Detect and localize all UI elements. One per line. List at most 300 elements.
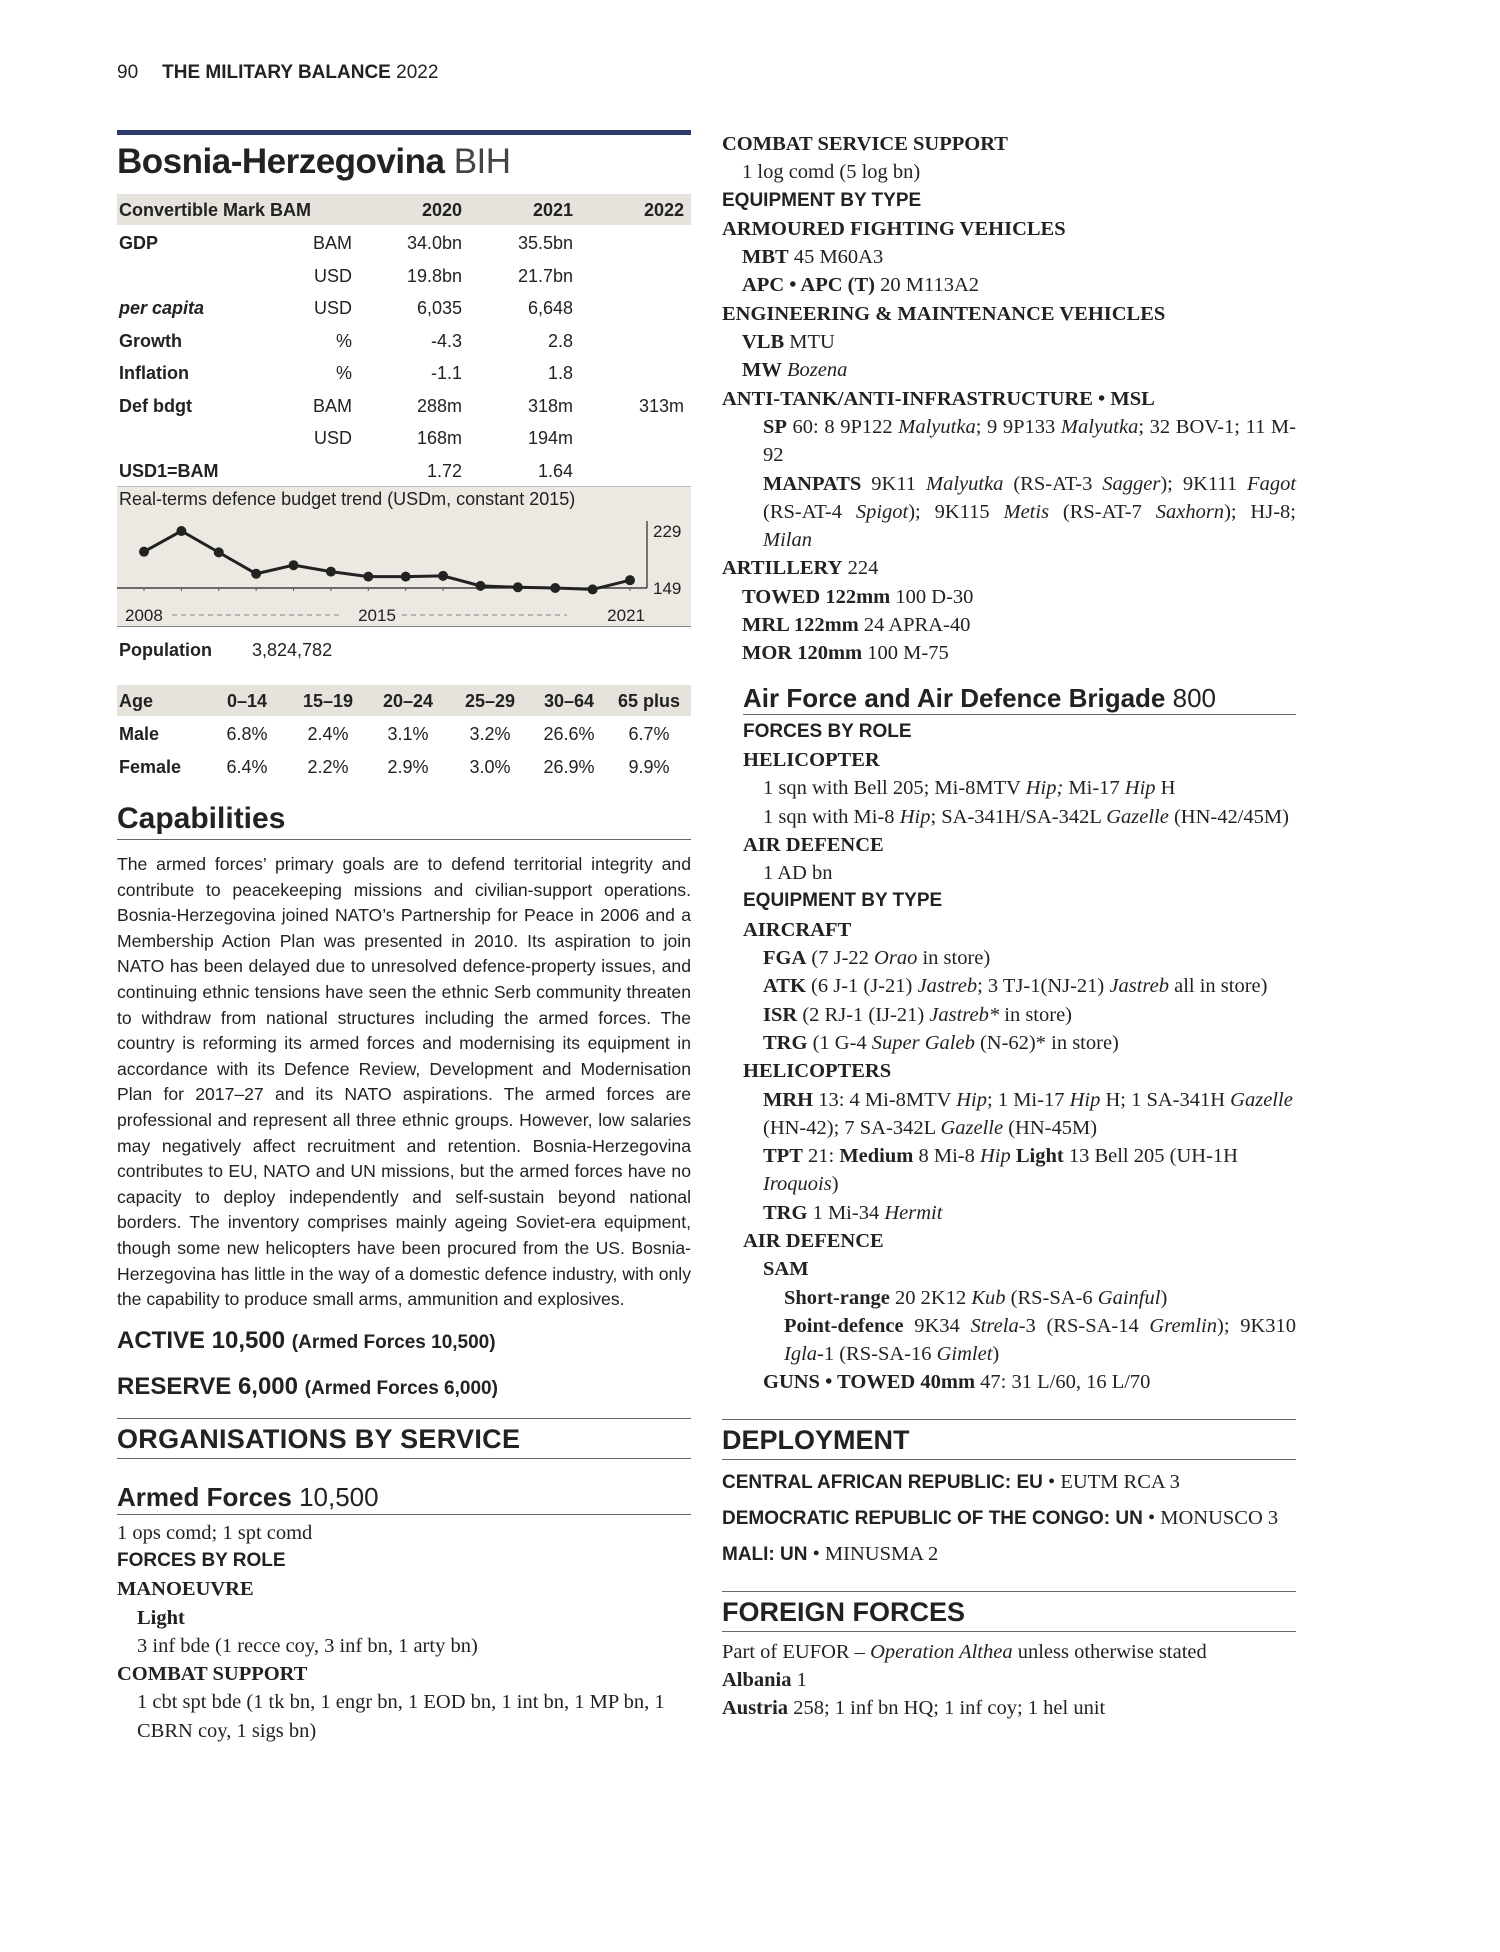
text-run: Gazelle	[940, 1116, 1004, 1139]
text-run: Gainful	[1097, 1286, 1161, 1309]
table-cell: 6.8%	[226, 724, 268, 744]
chart-title: Real-terms defence budget trend (USDm, constant 2015)	[119, 489, 576, 509]
list-item	[117, 1688, 691, 1745]
text-run: ANTI-TANK/ANTI-INFRASTRUCTURE • MSL	[722, 387, 1155, 410]
text-run: FGA	[763, 947, 807, 970]
text-run: (HN-42/45M)	[1168, 805, 1289, 828]
text-run: 1 log comd (5 log bn)	[742, 161, 921, 184]
header-cell: 20–24	[382, 691, 434, 711]
page-number: 90	[117, 62, 139, 83]
list-item	[722, 243, 1296, 271]
text-run: 224	[842, 557, 879, 580]
text-run: in store)	[999, 1003, 1072, 1026]
table-cell: 1.72	[426, 460, 462, 481]
capabilities-text: The armed forces’ primary goals are to defend territorial integrity and contribute to peacekeeping missions and civilian-support operations. Bosnia-Herzegovina joined NATO’s Partnership for Peace in 2006 and a Membership Action Plan was presented in 2010. Its aspiration to join NATO has been delayed due to unresolved defence-property issues, and continuing ethnic tensions have seen the ethnic Serb community threaten to withdraw from national structures including the armed forces. The country is reforming its armed forces and modernising its equipment in accordance with its Defence Review, Development and Modernisation Plan for 2017–27 and its NATO aspirations. The armed forces are professional and represent all three ethnic groups. However, low salaries may negatively affect recruitment and retention. Bosnia-Herzegovina contributes to EU, NATO and UN missions, but the armed forces have no capacity to deploy independently and self-sustain beyond national borders. The inventory comprises mainly ageing Soviet-era equipment, though some new helicopters have been procured from the US. Bosnia-Herzegovina has little in the way of a domestic defence industry, with only the capability to produce small arms, ammunition and explosives.	[117, 854, 691, 1310]
list-item	[722, 158, 1296, 186]
text-run: SAM	[763, 1258, 809, 1281]
header-cell: 25–29	[464, 691, 516, 711]
text-run: Hermit	[884, 1201, 943, 1224]
table-cell: Inflation	[119, 363, 189, 383]
deployment-heading: DEPLOYMENT	[722, 1419, 1296, 1460]
table-header	[117, 194, 691, 225]
list-item	[743, 1001, 1296, 1029]
y-tick-label: 149	[653, 579, 682, 598]
population-label: Population	[119, 640, 212, 660]
text-run: ATK	[763, 975, 806, 998]
text-run: 1 cbt spt bde (1 tk bn, 1 engr bn, 1 EOD bn, 1 int bn, 1 MP bn, 1 CBRN coy, 1 sigs bn)	[137, 1691, 665, 1742]
text-run: GUNS • TOWED 40mm	[763, 1371, 976, 1394]
list-item	[743, 774, 1296, 802]
reserve-personnel	[117, 1372, 691, 1404]
header-cell: Convertible Mark BAM	[119, 200, 312, 220]
table-cell: -1.1	[430, 363, 462, 383]
text-run: 13 Bell 205 (UH-1H	[1063, 1145, 1238, 1168]
text-run: Jastreb	[1109, 975, 1169, 998]
population	[117, 639, 691, 661]
list-item	[722, 130, 1296, 158]
active-personnel	[117, 1326, 691, 1358]
text-run: AIR DEFENCE	[743, 833, 884, 856]
text-run: H	[1155, 777, 1176, 800]
text-run: ENGINEERING & MAINTENANCE VEHICLES	[722, 302, 1166, 325]
deployment-entries	[722, 1468, 1296, 1577]
text-run: 47: 31 L/60, 16 L/70	[975, 1371, 1151, 1394]
text-run: Fagot	[1247, 472, 1297, 495]
armed-forces-entries	[117, 1519, 691, 1745]
header-cell: 2020	[421, 200, 462, 220]
country-name: Bosnia-Herzegovina	[117, 142, 445, 181]
list-item	[743, 1142, 1296, 1199]
list-item	[117, 1660, 691, 1688]
list-item	[722, 554, 1296, 582]
data-point	[401, 572, 411, 582]
text-run: Hip	[899, 805, 931, 828]
country-title	[117, 140, 691, 194]
air-force-heading	[743, 682, 1296, 715]
data-point	[363, 572, 373, 582]
header-cell: 2021	[532, 200, 573, 220]
text-run: Bozena	[786, 359, 848, 382]
list-item	[743, 1057, 1296, 1085]
list-item	[743, 1086, 1296, 1143]
text-run: COMBAT SUPPORT	[117, 1663, 308, 1686]
age-table	[117, 685, 691, 783]
text-run: TRG	[763, 1201, 808, 1224]
text-run: )	[1160, 1286, 1168, 1309]
list-item	[117, 1575, 691, 1603]
list-item	[743, 718, 1296, 746]
text-run: CENTRAL AFRICAN REPUBLIC: EU	[722, 1471, 1043, 1493]
table-cell: 6,648	[527, 298, 573, 318]
list-item	[722, 413, 1296, 470]
table-cell: 19.8bn	[406, 265, 462, 286]
text-run: Sagger	[1102, 472, 1161, 495]
table-cell: 3.1%	[387, 724, 429, 744]
list-item	[743, 1227, 1296, 1255]
table-cell: 9.9%	[628, 756, 670, 777]
list-item	[722, 1694, 1296, 1722]
text-run: 60: 8 9P122	[786, 415, 899, 438]
text-run: (1 G-4	[807, 1031, 872, 1054]
table-cell: Male	[119, 724, 160, 744]
table-cell: 2.9%	[387, 756, 429, 777]
text-run: Orao	[874, 947, 918, 970]
text-run: ; 32 BOV-1; 11 M-92	[763, 415, 1296, 467]
organisations-heading: ORGANISATIONS BY SERVICE	[117, 1418, 691, 1459]
text-run: Medium	[839, 1145, 914, 1168]
table-cell: 35.5bn	[517, 233, 573, 253]
data-point	[214, 547, 224, 557]
text-run: ; 1 Mi-17	[987, 1088, 1070, 1111]
text-run: EQUIPMENT BY TYPE	[743, 890, 943, 912]
list-item	[722, 1638, 1296, 1666]
table-cell: 313m	[638, 395, 684, 416]
text-run: MBT	[742, 246, 789, 269]
chart-plot	[117, 487, 691, 627]
text-run: unless otherwise stated	[1012, 1640, 1207, 1663]
list-item	[743, 944, 1296, 972]
list-item	[117, 1604, 691, 1632]
text-run: 1 AD bn	[763, 862, 833, 885]
text-run: COMBAT SERVICE SUPPORT	[722, 133, 1008, 155]
table-row	[117, 751, 691, 784]
data-point	[176, 526, 186, 536]
table-cell: 3.2%	[469, 724, 511, 744]
text-run: H; 1 SA-341H	[1100, 1088, 1231, 1111]
table-row	[117, 292, 691, 325]
text-run: ARMOURED FIGHTING VEHICLES	[722, 217, 1066, 240]
country-code: BIH	[453, 142, 511, 181]
text-run: 9K11	[861, 472, 926, 495]
list-item	[743, 1255, 1296, 1283]
text-run: 1 sqn with Mi-8	[763, 805, 900, 828]
table-cell: 6.7%	[628, 724, 670, 744]
list-item	[743, 1368, 1296, 1396]
text-run: (RS-AT-3	[1003, 472, 1103, 495]
list-item	[743, 746, 1296, 774]
text-run: APC • APC (T)	[742, 274, 876, 297]
text-run: ISR	[763, 1003, 798, 1026]
population-value: 3,824,782	[252, 640, 333, 660]
text-run: 1	[791, 1668, 807, 1691]
list-item	[743, 859, 1296, 887]
text-run: Strela	[970, 1314, 1019, 1337]
list-item	[743, 887, 1296, 915]
text-run: Malyutka	[926, 472, 1004, 495]
list-item	[722, 271, 1296, 299]
table-cell: 288m	[416, 395, 462, 416]
data-point	[139, 547, 149, 557]
table-cell: 21.7bn	[517, 265, 573, 286]
text-run: HELICOPTERS	[743, 1060, 892, 1083]
text-run: -1 (RS-SA-16	[817, 1343, 937, 1366]
table-cell: 34.0bn	[406, 233, 462, 253]
list-item	[743, 831, 1296, 859]
table-cell: 2.4%	[307, 724, 349, 744]
text-run: )	[992, 1343, 1000, 1366]
list-item	[722, 300, 1296, 328]
list-item	[743, 1199, 1296, 1227]
table-row	[117, 455, 691, 488]
header-cell: Age	[119, 691, 154, 711]
text-run: Hip	[956, 1088, 987, 1111]
table-row	[117, 357, 691, 390]
foreign-forces-heading: FOREIGN FORCES	[722, 1591, 1296, 1632]
text-run: (RS-AT-7	[1049, 500, 1156, 523]
data-point	[625, 575, 635, 585]
list-item	[743, 916, 1296, 944]
list-item	[722, 215, 1296, 243]
defence-budget-chart	[117, 487, 691, 627]
text-run: Malyutka	[898, 415, 976, 438]
text-run: 45 M60A3	[788, 246, 884, 269]
table-cell: 26.6%	[543, 724, 595, 744]
text-run: 13: 4 Mi-8MTV	[813, 1088, 957, 1111]
text-run: Malyutka	[1060, 415, 1139, 438]
service-name: Air Force and Air Defence Brigade	[743, 682, 1166, 713]
text-run: Point-defence	[784, 1314, 904, 1337]
text-run: 1 Mi-34	[807, 1201, 885, 1224]
table-cell: 1.64	[537, 460, 573, 481]
text-run: ); 9K115	[908, 500, 1004, 523]
text-run: DEMOCRATIC REPUBLIC OF THE CONGO: UN	[722, 1508, 1143, 1530]
armed-forces-entries-cont	[722, 130, 1296, 668]
data-point	[326, 567, 336, 577]
text-run: 24 APRA-40	[858, 614, 971, 637]
table-cell: %	[335, 330, 352, 351]
table-row	[117, 227, 691, 260]
list-item	[117, 1632, 691, 1660]
text-run: ); HJ-8;	[1224, 500, 1296, 523]
text-run: (RS-SA-6	[1005, 1286, 1098, 1309]
text-run: MRL 122mm	[742, 614, 859, 637]
foreign-forces-entries	[722, 1638, 1296, 1723]
text-run: Igla	[784, 1343, 818, 1366]
table-cell: USD	[313, 265, 352, 286]
text-run: SP	[763, 415, 787, 438]
text-run: 100 M-75	[862, 642, 949, 665]
header-cell: 65 plus	[617, 691, 681, 711]
list-item	[117, 1547, 691, 1575]
table-cell: 3.0%	[469, 756, 511, 777]
list-item	[722, 1666, 1296, 1694]
text-run: Light	[1015, 1145, 1064, 1168]
table-row	[117, 718, 691, 751]
text-run: -3 (RS-SA-14	[1018, 1314, 1150, 1337]
series-line	[144, 531, 630, 589]
header-cell: 0–14	[226, 691, 268, 711]
text-run: EQUIPMENT BY TYPE	[722, 189, 922, 211]
text-run: (7 J-22	[806, 947, 875, 970]
list-item	[722, 611, 1296, 639]
header-cell: 15–19	[302, 691, 354, 711]
text-run: MALI: UN	[722, 1544, 808, 1566]
text-run: • MONUSCO 3	[1142, 1507, 1279, 1530]
list-item	[722, 470, 1296, 555]
list-item	[722, 385, 1296, 413]
text-run: in store)	[917, 947, 991, 970]
table-cell: 6,035	[416, 298, 462, 318]
text-run: Super Galeb	[871, 1031, 975, 1054]
data-point	[550, 583, 560, 593]
text-run: Kub	[971, 1286, 1006, 1309]
text-run: VLB	[742, 331, 785, 354]
text-run: MRH	[763, 1088, 814, 1111]
x-tick-label: 2008	[125, 606, 163, 625]
table-cell: 194m	[527, 428, 573, 448]
table-row	[117, 260, 691, 293]
text-run: Mi-17	[1063, 777, 1125, 800]
text-run: Albania	[722, 1668, 792, 1691]
table-row	[117, 422, 691, 455]
text-run: Short-range	[784, 1286, 890, 1309]
text-run: Austria	[722, 1697, 789, 1720]
list-item	[722, 187, 1296, 215]
text-run: ); 9K111	[1160, 472, 1248, 495]
text-run: Metis	[1003, 500, 1050, 523]
list-item	[722, 356, 1296, 384]
text-run: 9K34	[903, 1314, 971, 1337]
table-cell: 26.9%	[543, 756, 595, 777]
table-header	[117, 685, 691, 716]
text-run: ; 3 TJ-1(NJ-21)	[977, 975, 1110, 998]
text-run: MANPATS	[763, 472, 862, 495]
text-run: Spigot	[855, 500, 909, 523]
table-cell: USD	[313, 298, 352, 318]
list-item	[743, 972, 1296, 1000]
table-cell: -4.3	[430, 330, 462, 351]
text-run: 20 2K12	[889, 1286, 972, 1309]
text-run: (6 J-1 (J-21)	[805, 975, 918, 998]
text-run: )	[831, 1173, 839, 1196]
armed-forces-heading	[117, 1481, 691, 1515]
text-run: Hip	[1069, 1088, 1101, 1111]
text-run: (N-62)* in store)	[974, 1031, 1119, 1054]
reserve-note: (Armed Forces 6,000)	[304, 1377, 498, 1399]
data-point	[251, 569, 261, 579]
text-run: AIR DEFENCE	[743, 1229, 884, 1252]
top-rule	[117, 130, 691, 135]
text-run: AIRCRAFT	[743, 918, 852, 941]
active-note: (Armed Forces 10,500)	[291, 1331, 496, 1353]
text-run: ARTILLERY	[722, 557, 843, 580]
y-tick-label: 229	[653, 522, 682, 541]
text-run: Jastreb*	[929, 1003, 1000, 1026]
text-run: 20 M113A2	[875, 274, 980, 297]
text-run: FORCES BY ROLE	[117, 1549, 286, 1571]
text-run: FORCES BY ROLE	[743, 720, 912, 742]
text-run: Milan	[763, 529, 812, 552]
text-run: Operation Althea	[870, 1640, 1013, 1663]
text-run: HELICOPTER	[743, 748, 880, 771]
table-cell: per capita	[119, 298, 205, 318]
data-point	[438, 571, 448, 581]
table-cell: Growth	[119, 330, 182, 351]
text-run: 258; 1 inf bn HQ; 1 inf coy; 1 hel unit	[788, 1697, 1106, 1720]
air-force-entries	[743, 718, 1296, 1397]
data-point	[289, 560, 299, 570]
list-item	[743, 1312, 1296, 1369]
table-cell: 2.2%	[307, 756, 349, 777]
table-row	[117, 390, 691, 423]
right-column	[722, 130, 1296, 1723]
text-run: (HN-42); 7 SA-342L	[763, 1116, 941, 1139]
text-run: (HN-45M)	[1003, 1116, 1098, 1139]
table-cell: 6.4%	[226, 756, 268, 777]
text-run: MANOEUVRE	[117, 1578, 254, 1601]
text-run: (RS-AT-4	[763, 500, 856, 523]
text-run: TPT	[763, 1145, 803, 1168]
table-cell: BAM	[312, 233, 352, 253]
service-strength: 800	[1172, 682, 1216, 713]
table-cell: 168m	[416, 428, 462, 448]
text-run: 100 D-30	[890, 585, 974, 608]
table-cell: Female	[119, 756, 182, 777]
x-tick-label: 2021	[607, 606, 645, 625]
text-run: 8 Mi-8	[913, 1145, 980, 1168]
text-run: • MINUSMA 2	[807, 1543, 939, 1566]
table-cell: %	[335, 363, 352, 383]
text-run: 1 sqn with Bell 205; Mi-8MTV	[763, 777, 1026, 800]
list-item	[722, 1504, 1296, 1533]
text-run: Gazelle	[1230, 1088, 1293, 1111]
x-tick-label: 2015	[358, 606, 396, 625]
text-run: Gazelle	[1106, 805, 1169, 828]
text-run: Gremlin	[1149, 1314, 1217, 1337]
list-item	[722, 1540, 1296, 1569]
text-run: ; SA-341H/SA-342L	[930, 805, 1107, 828]
economic-table	[117, 194, 691, 487]
text-run: 3 inf bde (1 recce coy, 3 inf bn, 1 arty bn)	[137, 1634, 478, 1657]
table-cell: GDP	[119, 233, 159, 253]
text-run: TOWED 122mm	[742, 585, 891, 608]
data-point	[475, 581, 485, 591]
header-cell: 30–64	[543, 691, 595, 711]
list-item	[722, 639, 1296, 667]
list-item	[117, 1519, 691, 1547]
service-name: Armed Forces	[117, 1481, 292, 1512]
text-run: ; 9 9P133	[975, 415, 1061, 438]
table-cell: 318m	[527, 395, 573, 416]
table-cell: BAM	[312, 395, 352, 416]
text-run: Gimlet	[936, 1343, 993, 1366]
text-run: Light	[137, 1606, 185, 1629]
text-run: Hip	[979, 1145, 1011, 1168]
list-item	[743, 1284, 1296, 1312]
table-row	[117, 325, 691, 358]
text-run: • EUTM RCA 3	[1042, 1470, 1180, 1493]
header-cell: 2022	[643, 200, 684, 220]
text-run: MW	[742, 359, 782, 382]
list-item	[722, 583, 1296, 611]
text-run: all in store)	[1168, 975, 1268, 998]
table-cell: 1.8	[547, 363, 573, 383]
table-cell: USD	[313, 428, 352, 448]
data-point	[513, 582, 523, 592]
text-run: Hip;	[1025, 777, 1064, 800]
text-run: Jastreb	[917, 975, 978, 998]
text-run: Hip	[1124, 777, 1156, 800]
list-item	[722, 1468, 1296, 1497]
capabilities-heading: Capabilities	[117, 801, 691, 840]
text-run: MOR 120mm	[742, 642, 863, 665]
list-item	[743, 1029, 1296, 1057]
list-item	[743, 803, 1296, 831]
publication-year: 2022	[396, 62, 439, 83]
text-run: Saxhorn	[1155, 500, 1225, 523]
active-count: ACTIVE 10,500	[117, 1326, 286, 1354]
text-run: Part of EUFOR –	[722, 1640, 871, 1663]
